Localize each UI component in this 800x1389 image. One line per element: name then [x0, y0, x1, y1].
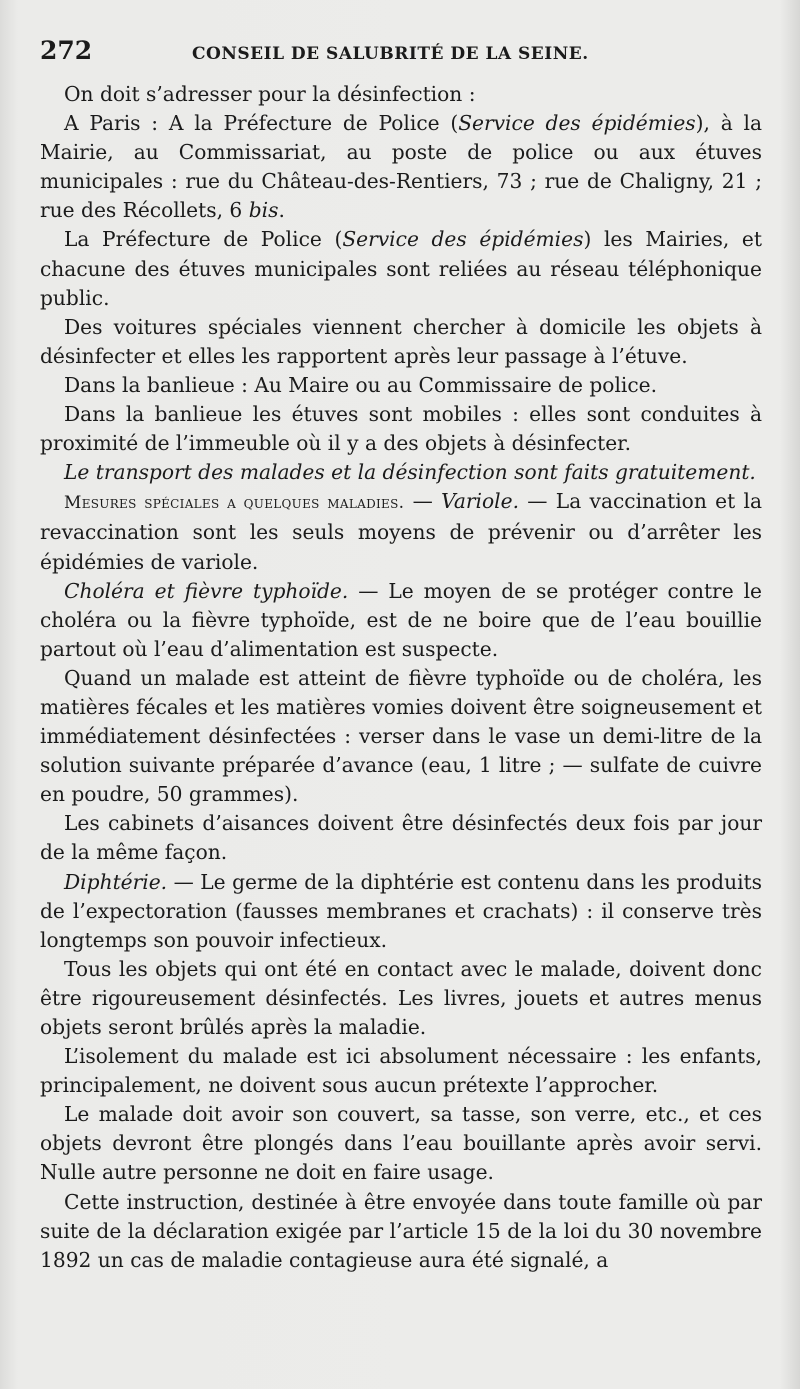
text-run: Quand un malade est atteint de fièvre typhoïde ou de choléra, les matières fécales et les matières vomies doivent être soigneusement et immédiatement désinfectées : verser dans le vase un demi-litre de la solution suivante préparée d’avance (eau, 1 litre ; — sulfate de cuivre en poudre, 50 grammes). [40, 665, 762, 807]
paragraph [40, 955, 762, 1042]
text-run: La Préfecture de Police ( [64, 227, 343, 252]
paragraph [40, 458, 762, 487]
italic-text: Le transport des malades et la désinfection sont faits gratuitement. [64, 460, 756, 485]
text-run: Tous les objets qui ont été en contact avec le malade, doivent donc être rigoureusement désinfectés. Les livres, jouets et autres menus objets seront brûlés après la maladie. [40, 956, 762, 1039]
paragraph [40, 371, 762, 400]
text-run: — Le moyen de se protéger contre le choléra ou la fièvre typhoïde, est de ne boire que de l’eau bouillie partout où l’eau d’alimentation est suspecte. [40, 578, 762, 661]
text-run: A Paris : A la Préfecture de Police ( [64, 111, 459, 136]
paragraph [40, 809, 762, 867]
paragraph [40, 577, 762, 664]
italic-text: Variole. [441, 489, 519, 514]
text-run: Le malade doit avoir son couvert, sa tasse, son verre, etc., et ces objets devront être plongés dans l’eau bouillante après avoir servi. Nulle autre personne ne doit en faire usage. [40, 1102, 762, 1185]
page-number: 272 [40, 36, 93, 65]
paragraph [40, 1188, 762, 1275]
paragraph [40, 487, 762, 576]
page-header [40, 36, 762, 76]
italic-text: Service des épidémies [458, 111, 696, 136]
paragraph [40, 313, 762, 371]
paragraph [40, 400, 762, 458]
text-run: Les cabinets d’aisances doivent être désinfectés deux fois par jour de la même façon. [40, 811, 762, 865]
text-run: — Le germe de la diphtérie est contenu dans les produits de l’expectoration (fausses membranes et crachats) : il conserve très longtemps son pouvoir infectieux. [40, 869, 762, 952]
section-heading: Mesures spéciales a quelques maladies. [64, 493, 405, 514]
paragraph [40, 109, 762, 225]
italic-text: Diphtérie. [64, 869, 168, 894]
paragraph [40, 1100, 762, 1187]
body-text [40, 80, 762, 1275]
running-head: CONSEIL DE SALUBRITÉ DE LA SEINE. [192, 44, 589, 64]
paragraph [40, 1042, 762, 1100]
paragraph [40, 868, 762, 955]
text-run: — La vaccination et la revaccination sont les seuls moyens de prévenir ou d’arrêter les épidémies de variole. [40, 489, 762, 574]
text-run: Des voitures spéciales viennent chercher à domicile les objets à désinfecter et elles les rapportent après leur passage à l’étuve. [40, 314, 762, 368]
text-run: ) les Mairies, et chacune des étuves municipales sont reliées au réseau téléphonique public. [40, 227, 762, 310]
text-run: — [404, 489, 442, 514]
paragraph [40, 80, 762, 109]
text-run: On doit s’adresser pour la désinfection : [64, 82, 476, 106]
italic-text: bis [248, 198, 279, 223]
paragraph [40, 664, 762, 809]
text-run: . [278, 198, 285, 223]
text-run: Dans la banlieue les étuves sont mobiles : elles sont conduites à proximité de l’immeuble où il y a des objets à désinfecter. [40, 402, 762, 456]
text-run: Cette instruction, destinée à être envoyée dans toute famille où par suite de la déclaration exigée par l’article 15 de la loi du 30 novembre 1892 un cas de maladie contagieuse aura été signalé, a [40, 1189, 762, 1272]
italic-text: Choléra et fièvre typhoïde. [64, 578, 349, 603]
paragraph [40, 225, 762, 312]
text-run: L’isolement du malade est ici absolument nécessaire : les enfants, principalement, ne doivent sous aucun prétexte l’approcher. [40, 1044, 762, 1098]
text-run: Dans la banlieue : Au Maire ou au Commissaire de police. [64, 372, 658, 397]
italic-text: Service des épidémies [342, 227, 584, 252]
text-run: ), à la Mairie, au Commissariat, au poste de police ou aux étuves municipales : rue du Château-des-Rentiers, 73 ; rue de Chaligny, 21 ; rue des Récollets, 6 [40, 111, 762, 223]
